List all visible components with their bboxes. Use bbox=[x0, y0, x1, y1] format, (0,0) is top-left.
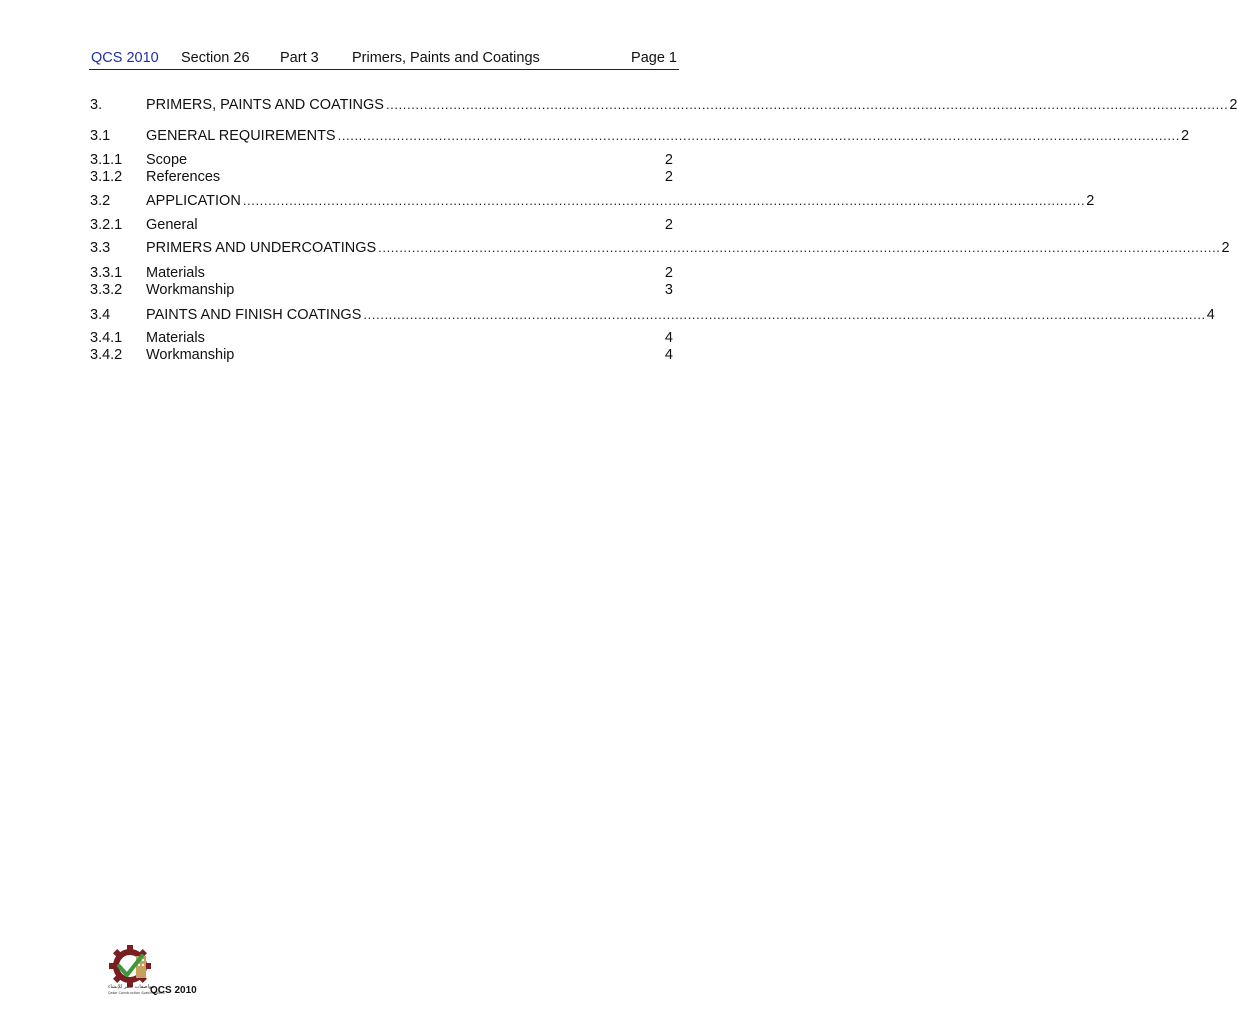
toc-entry-number: 3.3.1 bbox=[90, 265, 123, 281]
toc-entry-title: Workmanship bbox=[146, 282, 235, 298]
toc-entry-title: General bbox=[146, 217, 198, 233]
toc-leader-dots: ........................................................................................................................................................................................................ bbox=[385, 97, 1229, 112]
toc-entry bbox=[89, 239, 1230, 257]
toc-entry bbox=[89, 151, 674, 169]
toc-entry-number: 3.1.1 bbox=[90, 152, 123, 168]
toc-entry-number: 3.1 bbox=[90, 128, 111, 144]
toc-entry bbox=[89, 329, 674, 347]
toc-entry-page: 2 bbox=[664, 169, 673, 185]
toc-entry-title: References bbox=[146, 169, 221, 185]
footer-code: QCS 2010 bbox=[150, 985, 197, 996]
toc-entry-title: PRIMERS, PAINTS AND COATINGS bbox=[146, 97, 384, 113]
toc-entry-page: 2 bbox=[664, 152, 673, 168]
toc-entry bbox=[89, 216, 674, 234]
toc-entry-title: GENERAL REQUIREMENTS bbox=[146, 128, 336, 144]
toc-entry-page: 4 bbox=[1206, 307, 1215, 323]
toc-entry bbox=[89, 168, 674, 186]
toc-entry bbox=[89, 346, 674, 364]
toc-entry-body bbox=[146, 96, 1237, 114]
toc-entry-page: 4 bbox=[664, 330, 673, 346]
page-header bbox=[89, 49, 679, 70]
toc-entry-number: 3. bbox=[90, 97, 103, 113]
logo-arabic-caption: مواصفات قطر للإنشاء bbox=[108, 984, 155, 990]
toc-leader-dots: ........................................................................................................................................................................................................ bbox=[363, 307, 1206, 322]
toc-entry-title: APPLICATION bbox=[146, 193, 241, 209]
toc-entry-page: 2 bbox=[664, 265, 673, 281]
toc-entry-page: 4 bbox=[664, 347, 673, 363]
toc-entry-title: Workmanship bbox=[146, 347, 235, 363]
toc-entry-number: 3.3 bbox=[90, 240, 111, 256]
header-title: Primers, Paints and Coatings bbox=[352, 50, 540, 66]
toc-entry-page: 2 bbox=[1180, 128, 1190, 144]
toc-entry-number: 3.1.2 bbox=[90, 169, 123, 185]
header-page-number: Page 1 bbox=[631, 50, 677, 66]
toc-leader-dots: ........................................................................................................................................................................................................ bbox=[337, 128, 1180, 143]
toc-entry-page: 2 bbox=[1086, 193, 1095, 209]
toc-entry-title: PAINTS AND FINISH COATINGS bbox=[146, 307, 362, 323]
toc-entry-number: 3.4 bbox=[90, 307, 111, 323]
toc-entry-title: PRIMERS AND UNDERCOATINGS bbox=[146, 240, 377, 256]
toc-leader-dots: ........................................................................................................................................................................................................ bbox=[378, 240, 1221, 255]
toc-entry-body bbox=[146, 127, 1190, 145]
toc-entry-page: 2 bbox=[1229, 97, 1237, 113]
toc-entry-body bbox=[146, 192, 1095, 210]
header-code: QCS 2010 bbox=[91, 50, 159, 66]
toc-entry bbox=[89, 264, 674, 282]
logo-caption: Qatar Construction Specifications bbox=[108, 991, 165, 995]
toc-entry bbox=[89, 96, 1237, 114]
toc-entry-title: Materials bbox=[146, 265, 205, 281]
toc-entry-number: 3.2 bbox=[90, 193, 111, 209]
header-section: Section 26 bbox=[181, 50, 250, 66]
toc-entry bbox=[89, 192, 1095, 210]
toc-entry-number: 3.4.1 bbox=[90, 330, 123, 346]
toc-leader-dots: ........................................................................................................................................................................................................ bbox=[242, 193, 1086, 208]
toc-entry bbox=[89, 127, 1190, 145]
toc-entry-number: 3.3.2 bbox=[90, 282, 123, 298]
toc-entry-page: 3 bbox=[664, 282, 673, 298]
header-part: Part 3 bbox=[280, 50, 319, 66]
toc-entry bbox=[89, 281, 674, 299]
toc-entry-title: Materials bbox=[146, 330, 205, 346]
toc-entry-title: Scope bbox=[146, 152, 188, 168]
toc-entry-body bbox=[146, 239, 1230, 257]
toc-entry-body bbox=[146, 306, 1215, 324]
toc-entry bbox=[89, 306, 1215, 324]
toc-entry-number: 3.4.2 bbox=[90, 347, 123, 363]
toc-entry-page: 2 bbox=[1221, 240, 1230, 256]
toc-entry-number: 3.2.1 bbox=[90, 217, 123, 233]
toc-entry-page: 2 bbox=[664, 217, 673, 233]
